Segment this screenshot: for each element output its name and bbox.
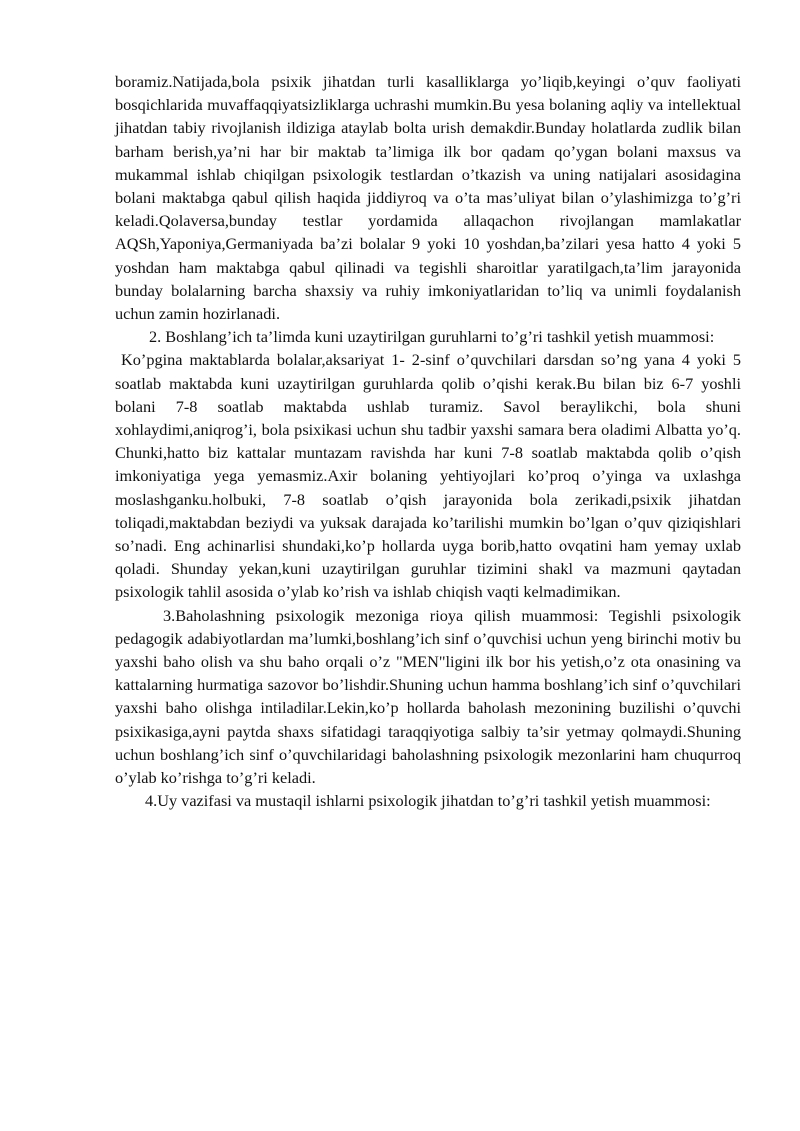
document-page (115, 70, 741, 813)
section-heading-2: 2. Boshlang’ich ta’limda kuni uzaytirilgan guruhlarni to’g’ri tashkil yetish muammosi: (149, 327, 715, 347)
section-heading-4: 4.Uy vazifasi va mustaqil ishlarni psixologik jihatdan to’g’ri tashkil yetish muammosi: (145, 791, 711, 811)
paragraph-intro: boramiz.Natijada,bola psixik jihatdan turli kasalliklarga yo’liqib,keyingi o’quv faoliyati bosqichlarida muvaffaqqiyatsizliklarga uchrashi mumkin.Bu yesa bolaning aqliy va intellektual jihatdan tabiy rivojlanish ildiziga ataylab bolta urish demakdir.Bunday holatlarda zudlik bilan barham berish,ya’ni har bir maktab ta’limiga ilk bor qadam qo’ygan bolani maxsus va mukammal ishlab chiqilgan psixologik testlardan o’tkazish va uning natijalari asosidagina bolani maktabga qabul qilish haqida jiddiyroq va o’ta mas’uliyat bilan o’ylashimizga to’g’ri keladi.Qolaversa,bunday testlar yordamida allaqachon rivojlangan mamlakatlar AQSh,Yaponiya,Germaniyada ba’zi bolalar 9 yoki 10 yoshdan,ba’zilari yesa hatto 4 yoki 5 yoshdan ham maktabga qabul qilinadi va tegishli sharoitlar yaratilgach,ta’lim jarayonida bunday bolalarning barcha shaxsiy va ruhiy imkoniyatlaridan to’liq va unimli foydalanish uchun zamin hozirlanadi. (115, 72, 741, 324)
paragraph-extended-day: Ko’pgina maktablarda bolalar,aksariyat 1- 2-sinf o’quvchilari darsdan so’ng yana 4 yoki 5 soatlab maktabda kuni uzaytirilgan guruhlarda qolib o’qishi kerak.Bu bilan biz 6-7 yoshli bolani 7-8 soatlab maktabda ushlab turamiz. Savol beraylikchi, bola shuni xohlaydimi,aniqrog’i, bola psixikasi uchun shu tadbir yaxshi samara bera oladimi Albatta yo’q. Chunki,hatto biz kattalar muntazam ravishda har kuni 7-8 soatlab maktabda qolib o’qish imkoniyatiga yega yemasmiz.Axir bolaning yehtiyojlari ko’proq o’yinga va uxlashga moslashganku.holbuki, 7-8 soatlab o’qish jarayonida bola zerikadi,psixik jihatdan toliqadi,maktabdan beziydi va yuksak darajada ko’tarilishi mumkin bo’lgan o’quv qiziqishlari so’nadi. Eng achinarlisi shundaki,ko’p hollarda uyga borib,hatto ovqatini ham yemay uxlab qoladi. Shunday yekan,kuni uzaytirilgan guruhlar tizimini shakl va mazmuni qaytadan psixologik tahlil asosida o’ylab ko’rish va ishlab chiqish vaqti kelmadimikan. (115, 350, 741, 602)
section-3-grading: 3.Baholashning psixologik mezoniga rioya qilish muammosi: Tegishli psixologik pedagogik adabiyotlardan ma’lumki,boshlang’ich sinf o’quvchisi uchun yeng birinchi motiv bu yaxshi baho olish va shu baho orqali o’z "MEN"ligini ilk bor his yetish,o’z ota onasining va kattalarning hurmatiga sazovor bo’lishdir.Shuning uchun hamma boshlang’ich sinf o’quvchilari yaxshi baho olishga intiladilar.Lekin,ko’p hollarda baholash mezonining buzilishi o’quvchi psixikasiga,ayni paytda shaxs sifatidagi taraqqiyotiga salbiy ta’sir yetmay qolmaydi.Shuning uchun boshlang’ich sinf o’quvchilaridagi baholashning psixologik mezonlarini ham chuqurroq o’ylab ko’rishga to’g’ri keladi. (115, 605, 741, 788)
